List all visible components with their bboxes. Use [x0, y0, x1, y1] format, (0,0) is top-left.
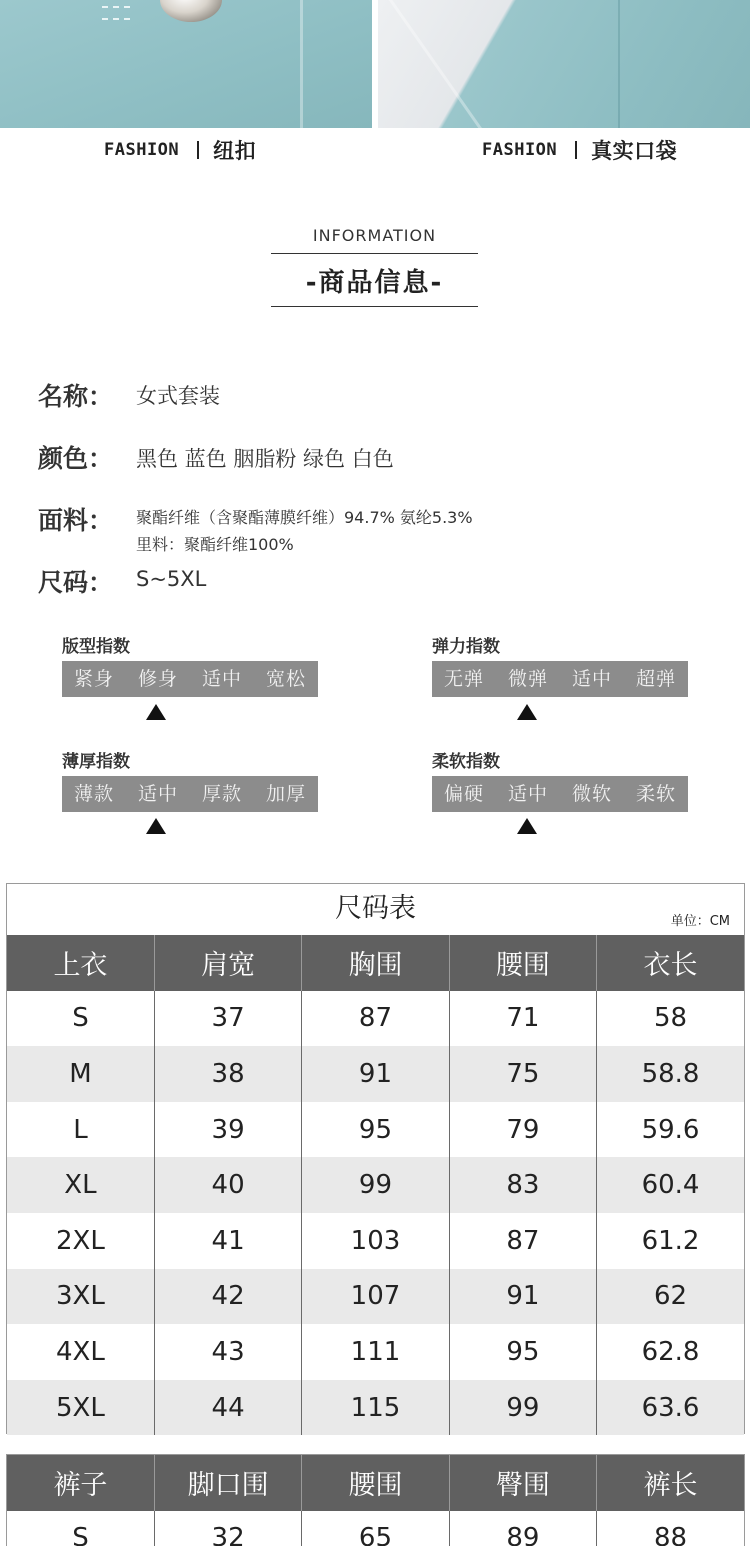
table-cell: 37	[154, 991, 301, 1047]
table-cell: 3XL	[7, 1269, 154, 1325]
table-cell: 62.8	[597, 1324, 744, 1380]
fit-index-bar	[62, 661, 318, 697]
caption-left-zh: 纽扣	[213, 139, 257, 163]
size-table-unit: 单位：CM	[670, 914, 730, 929]
table-header-cell: 裤子	[7, 1455, 154, 1511]
pants-size-table	[7, 1455, 744, 1546]
table-header-cell: 胸围	[302, 935, 449, 991]
table-cell: 75	[449, 1046, 596, 1102]
table-row	[7, 1046, 744, 1102]
table-header-cell: 脚口围	[154, 1455, 301, 1511]
table-header-cell: 肩宽	[154, 935, 301, 991]
fit-index-option: 宽松	[265, 668, 306, 690]
thickness-index-marker	[146, 818, 166, 834]
table-header-cell: 衣长	[597, 935, 744, 991]
thickness-index-option: 加厚	[265, 783, 306, 805]
attr-name-value: 女式套装	[136, 384, 220, 408]
pearl-button	[160, 0, 222, 22]
attr-fabric-label: 面料：	[38, 506, 114, 535]
table-cell: 87	[302, 991, 449, 1047]
thickness-index-title: 薄厚指数	[62, 752, 130, 772]
attr-size-label: 尺码：	[38, 568, 114, 597]
fabric-seam	[300, 0, 303, 128]
softness-index-option: 柔软	[635, 783, 676, 805]
info-heading-zh: -商品信息-	[305, 268, 444, 298]
table-cell: 39	[154, 1102, 301, 1158]
info-heading-en: INFORMATION	[312, 226, 437, 245]
caption-divider	[575, 141, 577, 159]
table-cell: 38	[154, 1046, 301, 1102]
caption-right-zh: 真实口袋	[591, 139, 678, 163]
fit-index-marker	[146, 704, 166, 720]
table-cell: 91	[302, 1046, 449, 1102]
table-cell: 61.2	[597, 1213, 744, 1269]
table-cell: 115	[302, 1380, 449, 1436]
table-cell: 5XL	[7, 1380, 154, 1436]
table-cell: M	[7, 1046, 154, 1102]
table-cell: 71	[449, 991, 596, 1047]
table-cell: 88	[597, 1511, 744, 1546]
table-row	[7, 1213, 744, 1269]
thickness-index-bar	[62, 776, 318, 812]
table-header-cell: 上衣	[7, 935, 154, 991]
table-cell: 65	[302, 1511, 449, 1546]
caption-divider	[197, 141, 199, 159]
table-row	[7, 1511, 744, 1546]
elasticity-index-option: 微弹	[507, 668, 548, 690]
table-cell: 32	[154, 1511, 301, 1546]
table-cell: 87	[449, 1213, 596, 1269]
table-cell: 4XL	[56, 1336, 105, 1367]
table-cell: XL	[7, 1157, 154, 1213]
table-cell: 63.6	[597, 1380, 744, 1436]
table-cell: 111	[302, 1324, 449, 1380]
thickness-index-option: 厚款	[201, 783, 242, 805]
table-cell: 60.4	[597, 1157, 744, 1213]
fabric-fold	[378, 0, 504, 128]
table-cell: 62	[597, 1269, 744, 1325]
table-row	[7, 1269, 744, 1325]
table-cell: 99	[302, 1157, 449, 1213]
softness-index-marker	[517, 818, 537, 834]
size-table-title: 尺码表	[335, 893, 416, 924]
fit-index-option: 紧身	[73, 668, 114, 690]
table-header-row	[7, 935, 744, 991]
elasticity-index-option: 适中	[571, 668, 612, 690]
table-row	[7, 1102, 744, 1158]
table-cell: L	[73, 1114, 88, 1145]
table-header-cell: 腰围	[449, 935, 596, 991]
pocket-seam	[618, 0, 620, 128]
table-cell: 99	[449, 1380, 596, 1436]
top-size-table	[7, 935, 744, 1435]
table-row	[7, 1380, 744, 1436]
table-cell: 2XL	[56, 1225, 105, 1256]
table-row	[7, 1324, 744, 1380]
fit-index-option: 适中	[201, 668, 242, 690]
softness-index-title: 柔软指数	[432, 752, 500, 772]
caption-left-en: FASHION	[104, 140, 180, 160]
table-cell: S	[72, 1003, 89, 1034]
table-cell: 103	[302, 1213, 449, 1269]
thickness-index-option: 薄款	[73, 783, 114, 805]
stitch-detail	[102, 6, 130, 20]
table-cell: 43	[154, 1324, 301, 1380]
attr-name-label: 名称：	[38, 382, 114, 411]
table-cell: 83	[449, 1157, 596, 1213]
caption-left	[104, 136, 256, 164]
attr-size-value: S~5XL	[136, 567, 207, 591]
softness-index-option: 适中	[507, 783, 548, 805]
table-cell: 42	[154, 1269, 301, 1325]
elasticity-index-option: 无弹	[443, 668, 484, 690]
table-row	[7, 991, 744, 1047]
elasticity-index-title: 弹力指数	[432, 637, 500, 657]
table-cell: 91	[449, 1269, 596, 1325]
table-cell: 107	[302, 1269, 449, 1325]
table-cell: 95	[302, 1102, 449, 1158]
table-cell: 41	[154, 1213, 301, 1269]
table-header-cell: 腰围	[302, 1455, 449, 1511]
button-detail-photo	[0, 0, 372, 128]
attr-fabric-line2: 里料：聚酯纤维100%	[136, 535, 294, 554]
caption-right-en: FASHION	[482, 140, 558, 160]
table-cell: 44	[154, 1380, 301, 1436]
table-header-cell: 裤长	[597, 1455, 744, 1511]
table-cell: 89	[449, 1511, 596, 1546]
caption-right	[482, 136, 677, 164]
softness-index-option: 微软	[571, 783, 612, 805]
softness-index-option: 偏硬	[443, 783, 484, 805]
table-cell: 40	[154, 1157, 301, 1213]
table-cell: 58.8	[597, 1046, 744, 1102]
table-cell: 58	[597, 991, 744, 1047]
table-header-row	[7, 1455, 744, 1511]
table-row	[7, 1157, 744, 1213]
attr-fabric-line1: 聚酯纤维（含聚酯薄膜纤维）94.7% 氨纶5.3%	[136, 508, 473, 527]
attr-color-value: 黑色 蓝色 胭脂粉 绿色 白色	[136, 447, 394, 471]
info-top-rule	[271, 253, 478, 254]
elasticity-index-marker	[517, 704, 537, 720]
elasticity-index-bar	[432, 661, 688, 697]
fit-index-title: 版型指数	[62, 637, 130, 657]
table-cell: 95	[449, 1324, 596, 1380]
elasticity-index-option: 超弹	[635, 668, 676, 690]
table-cell: 59.6	[597, 1102, 744, 1158]
softness-index-bar	[432, 776, 688, 812]
pocket-detail-photo	[378, 0, 750, 128]
fit-index-option: 修身	[137, 668, 178, 690]
info-bottom-rule	[271, 306, 478, 307]
attr-color-label: 颜色：	[38, 444, 114, 473]
table-cell: S	[72, 1523, 89, 1546]
table-cell: 79	[449, 1102, 596, 1158]
thickness-index-option: 适中	[137, 783, 178, 805]
table-header-cell: 臀围	[449, 1455, 596, 1511]
